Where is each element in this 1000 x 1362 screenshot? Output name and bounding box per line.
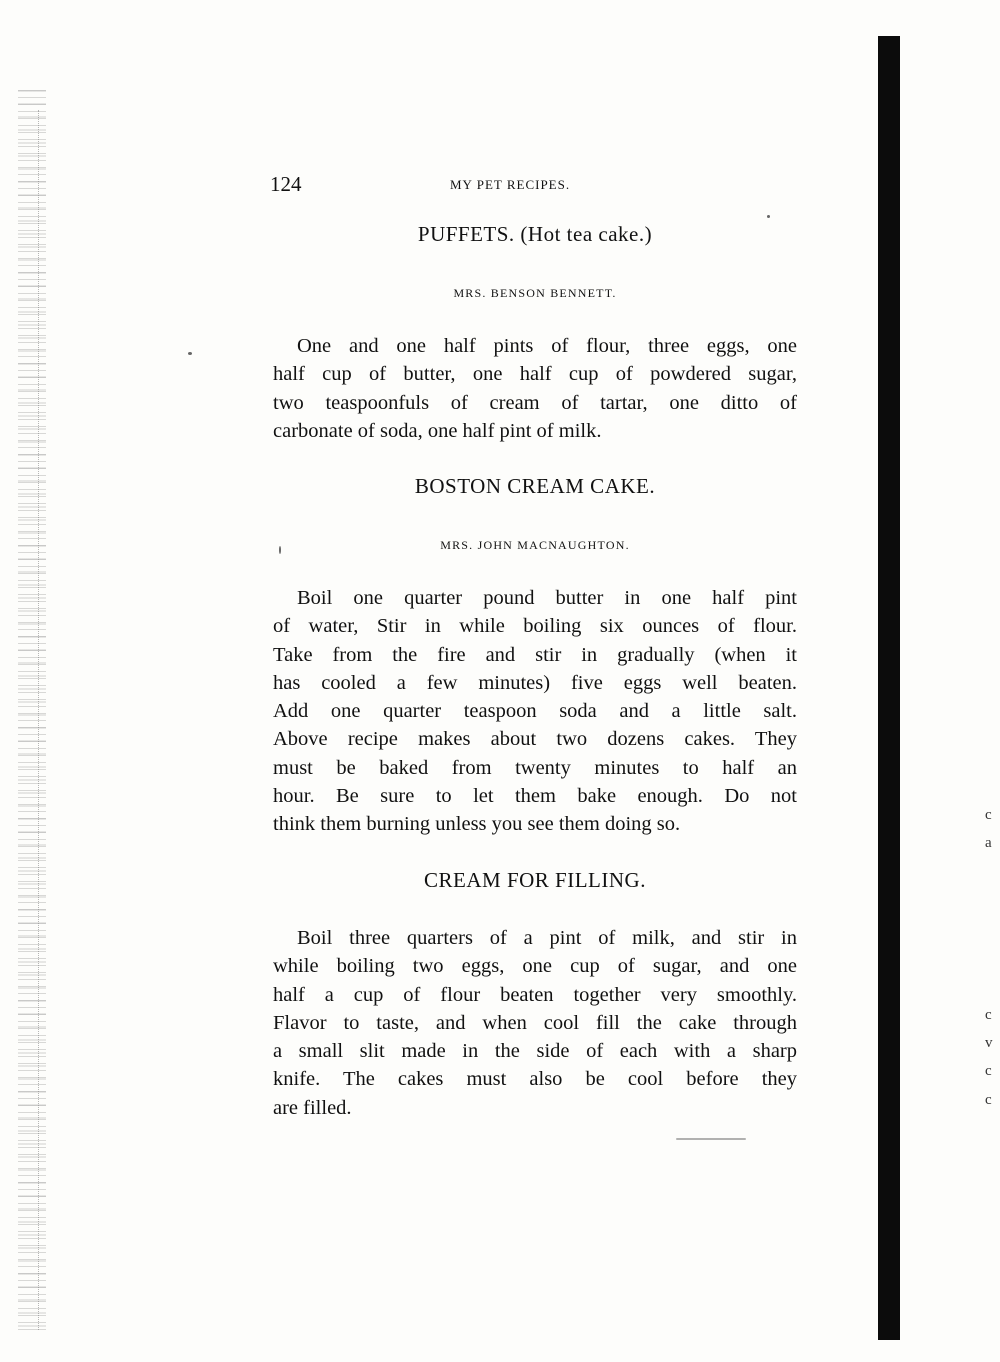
text-line: two teaspoonfuls of cream of tartar, one ditto of [273, 391, 797, 414]
gutter-dotted-line [38, 110, 40, 1330]
text-line: Take from the fire and stir in gradually (when it [273, 643, 797, 666]
recipe-title: PUFFETS. (Hot tea cake.) [417, 222, 653, 246]
bleed-letter: c [985, 1092, 992, 1108]
text-line: Boil three quarters of a pint of milk, and stir in [297, 927, 797, 949]
running-head: MY PET RECIPES. [450, 177, 571, 192]
binding-gutter [18, 90, 46, 1330]
text-line: knife. The cakes must also be cool before they [273, 1068, 797, 1091]
bleed-letter: c [985, 1007, 992, 1023]
text-line: are filled. [273, 1096, 352, 1119]
text-line: half cup of butter, one half cup of powdered sugar, [273, 363, 797, 386]
binding-shadow-bar [878, 36, 900, 1340]
ink-speck [767, 215, 770, 218]
bleed-letter: c [985, 1063, 992, 1079]
text-line: half a cup of flour beaten together very smoothly. [273, 983, 797, 1006]
text-line: carbonate of soda, one half pint of milk. [273, 419, 602, 442]
text-line: One and one half pints of flour, three eggs, one [297, 335, 797, 357]
text-line: think them burning unless you see them doing so. [273, 813, 681, 836]
ink-speck [188, 352, 192, 355]
recipe-body [273, 332, 797, 445]
text-line: must be baked from twenty minutes to half an [273, 756, 797, 779]
recipe-author: MRS. JOHN MACNAUGHTON. [440, 538, 630, 552]
text-line: Boil one quarter pound butter in one half pint [297, 587, 797, 609]
recipe-title: BOSTON CREAM CAKE. [414, 474, 656, 498]
page-number: 124 [270, 172, 302, 196]
page-header [270, 172, 800, 202]
recipe-body [273, 584, 797, 839]
bleed-letter: v [985, 1035, 993, 1051]
text-line: of water, Stir in while boiling six ounces of flour. [273, 615, 797, 638]
text-line: while boiling two eggs, one cup of sugar, and one [273, 955, 797, 978]
ink-smudge [676, 1138, 746, 1140]
recipe-title: CREAM FOR FILLING. [424, 868, 646, 892]
bleed-letter: a [985, 835, 992, 851]
text-line: Flavor to taste, and when cool fill the cake through [273, 1011, 797, 1034]
bleed-letter: c [985, 807, 992, 823]
recipe-body [273, 924, 797, 1122]
text-line: Above recipe makes about two dozens cakes. They [273, 728, 797, 751]
text-line: Add one quarter teaspoon soda and a little salt. [273, 700, 797, 723]
text-line: a small slit made in the side of each with a sharp [273, 1040, 797, 1063]
text-line: has cooled a few minutes) five eggs well beaten. [273, 671, 797, 694]
text-line: hour. Be sure to let them bake enough. Do not [273, 785, 797, 808]
recipe-author: MRS. BENSON BENNETT. [453, 286, 617, 300]
